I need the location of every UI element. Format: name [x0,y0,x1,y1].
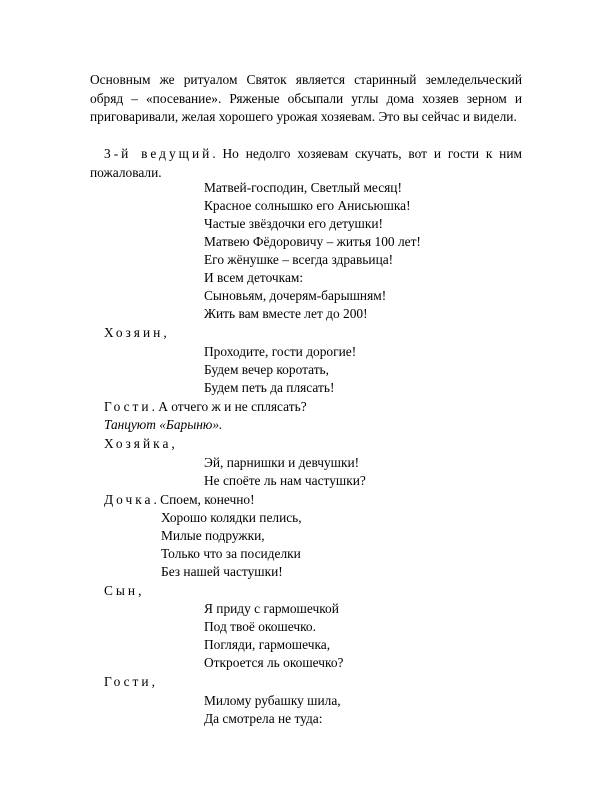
speaker-guests-2-label: Гости [104,674,152,689]
verse4-line-2: Милые подружки, [161,528,265,543]
verse2-line-3: Будем петь да плясать! [204,380,335,395]
host3-paragraph [90,145,522,182]
daughter-line [104,491,255,509]
verse3-line-1: Эй, парнишки и девчушки! [204,455,360,470]
verse2-line-2: Будем вечер коротать, [204,362,330,377]
speaker-son: Сын, [104,583,145,598]
verse5-line-4: Откроется ль окошечко? [204,655,344,670]
verse1-line-6: И всем деточкам: [204,270,304,285]
daughter-text: . Споем, конечно! [153,492,255,507]
guests-line [104,398,307,416]
speaker-daughter: Дочка [104,492,154,507]
verse1-line-7: Сыновьям, дочерям-барышням! [204,288,387,303]
speaker-guests-2: Гости, [104,674,158,689]
speaker-host3: 3-й ведущий [104,146,213,161]
verse2-line-1: Проходите, гости дорогие! [204,344,357,359]
verse4-line-3: Только что за посиделки [161,546,301,561]
verse6-line-2: Да смотрела не туда: [204,711,323,726]
verse1-line-3: Частые звёздочки его детушки! [204,216,383,231]
verse1-line-8: Жить вам вместе лет до 200! [204,306,368,321]
verse5-line-3: Погляди, гармошечка, [204,637,331,652]
stage-direction: Танцуют «Барыню». [104,417,223,432]
speaker-hostess-label: Хозяйка [104,436,172,451]
speaker-guests: Гости [104,399,152,414]
verse1-line-5: Его жёнушке – всегда здравьица! [204,252,394,267]
speaker-hostess: Хозяйка, [104,436,178,451]
verse1-line-1: Матвей-господин, Светлый месяц! [204,180,402,195]
speaker-host-label: Хозяин [104,325,164,340]
verse4-line-1: Хорошо колядки пелись, [161,510,302,525]
verse3-line-2: Не споёте ль нам частушки? [204,473,366,488]
speaker-host: Хозяин, [104,325,170,340]
guests-text: . А отчего ж и не сплясать? [151,399,307,414]
verse1-line-2: Красное солнышко его Анисьюшка! [204,198,411,213]
verse6-line-1: Милому рубашку шила, [204,693,341,708]
verse5-line-2: Под твоё окошечко. [204,619,316,634]
verse4-line-4: Без нашей частушки! [161,564,283,579]
intro-paragraph: Основным же ритуалом Святок является старинный земледельческий обряд – «посевание». Ряженые обсыпали углы дома хозяев зерном и приговаривали, желая хорошего урожая хозяевам. Это вы сейчас и видели. [90,72,522,125]
speaker-son-label: Сын [104,583,139,598]
verse1-line-4: Матвею Фёдоровичу – житья 100 лет! [204,234,421,249]
verse5-line-1: Я приду с гармошечкой [204,601,339,616]
host3-text: . Но недолго хозяевам скучать, вот и гости к ним пожаловали. [90,146,522,180]
